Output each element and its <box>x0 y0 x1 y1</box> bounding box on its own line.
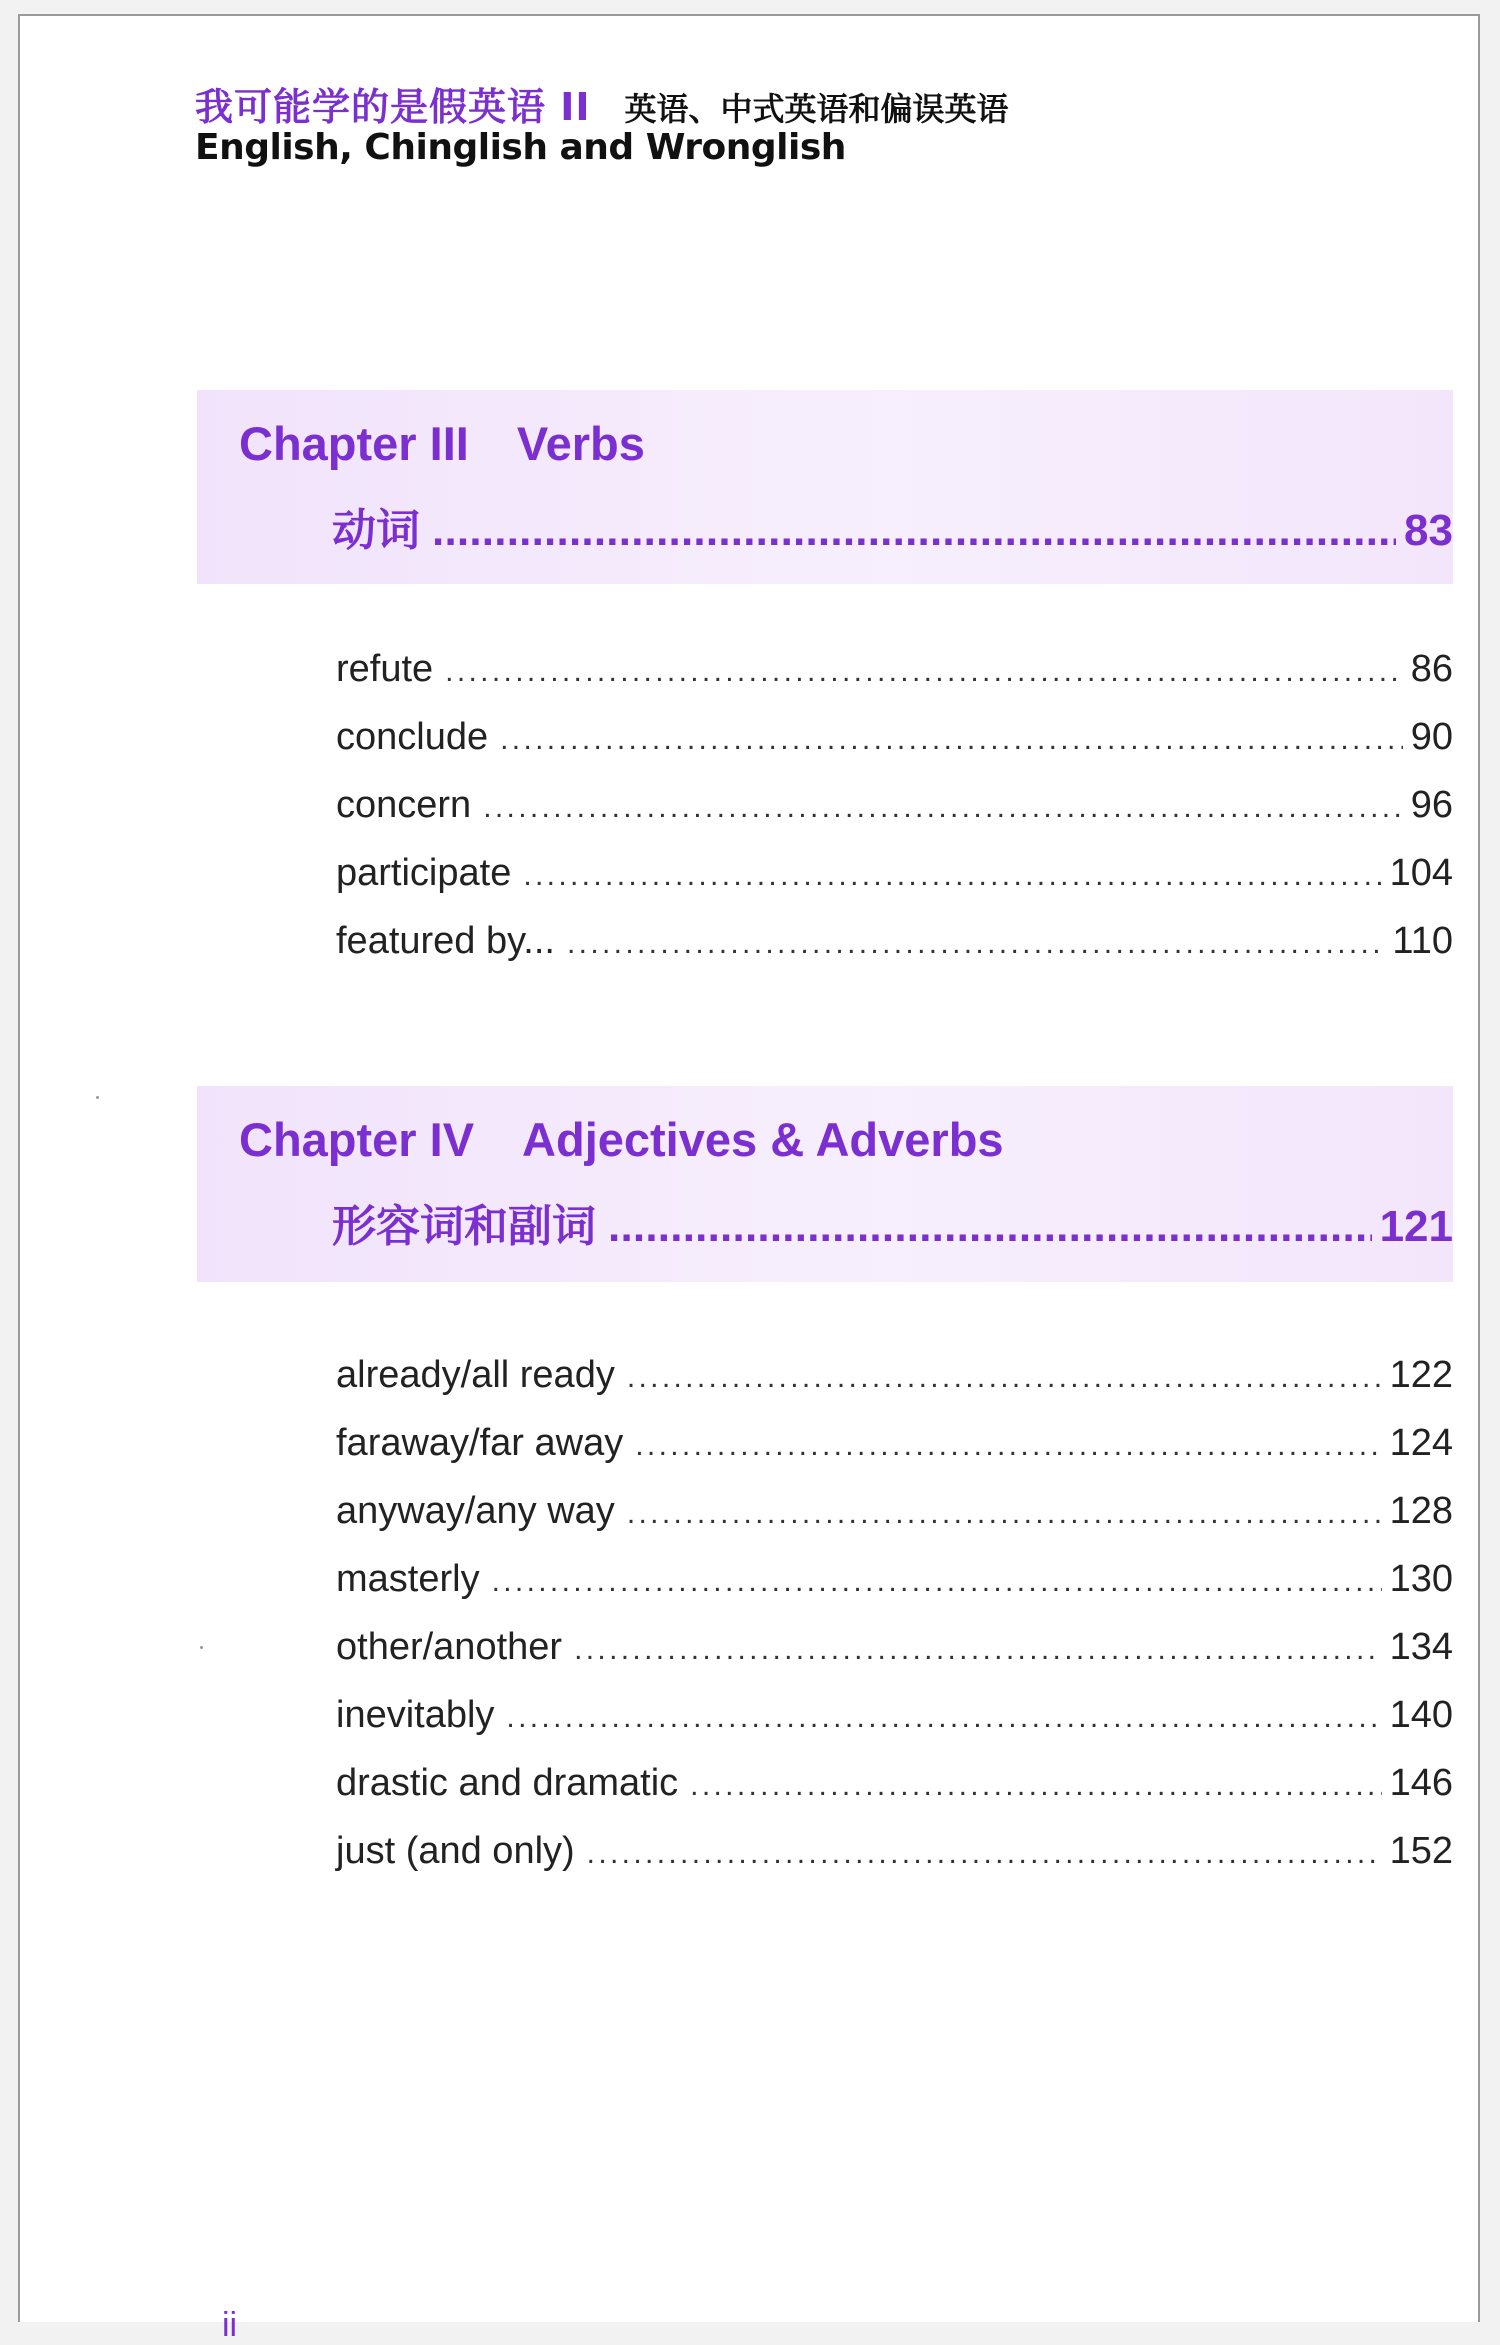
running-head-line-cn <box>195 85 1009 129</box>
toc-entry[interactable] <box>336 1830 1453 1898</box>
entry-term: faraway/far away <box>336 1422 624 1464</box>
toc-entry[interactable] <box>336 1422 1453 1490</box>
entry-page-number: 130 <box>1389 1558 1453 1600</box>
dot-leader <box>574 1633 1382 1667</box>
entry-term: masterly <box>336 1558 480 1600</box>
running-head <box>195 85 1009 168</box>
entry-term: refute <box>336 648 434 690</box>
entry-term: participate <box>336 852 512 894</box>
book-title-en: English, Chinglish and Wronglish <box>195 127 846 168</box>
dot-leader <box>500 723 1403 757</box>
dot-leader <box>635 1429 1381 1463</box>
toc-entry[interactable] <box>336 784 1453 852</box>
toc-entry[interactable] <box>336 1490 1453 1558</box>
toc-entry[interactable] <box>336 1626 1453 1694</box>
book-title-cn: 我可能学的是假英语 II <box>195 85 591 129</box>
dot-leader <box>483 791 1403 825</box>
dot-leader <box>523 859 1381 893</box>
entry-page-number: 90 <box>1410 716 1453 758</box>
chapter-page-number: 121 <box>1379 1202 1453 1251</box>
dot-leader <box>492 1565 1382 1599</box>
entry-term: concern <box>336 784 472 826</box>
entry-page-number: 110 <box>1392 920 1453 962</box>
dot-leader <box>506 1701 1381 1735</box>
chapter-page-number: 83 <box>1404 506 1453 555</box>
entry-page-number: 146 <box>1389 1762 1453 1804</box>
toc-entry[interactable] <box>336 648 1453 716</box>
chapter-heading <box>239 416 645 471</box>
entry-page-number: 152 <box>1389 1830 1453 1872</box>
chapter-toc-line[interactable] <box>332 494 1453 558</box>
dot-leader <box>567 927 1384 961</box>
chapter-band-3 <box>197 390 1453 584</box>
entry-page-number: 134 <box>1389 1626 1453 1668</box>
toc-entry[interactable] <box>336 852 1453 920</box>
book-page <box>18 14 1480 2344</box>
toc-entry[interactable] <box>336 1558 1453 1626</box>
entry-page-number: 124 <box>1389 1422 1453 1464</box>
chapter-title-cn: 动词 <box>332 505 420 556</box>
scan-speck <box>200 1646 203 1649</box>
chapter-number: Chapter III <box>239 417 469 470</box>
entry-page-number: 122 <box>1389 1354 1453 1396</box>
dot-leader <box>587 1837 1382 1871</box>
entry-term: other/another <box>336 1626 563 1668</box>
entry-page-number: 104 <box>1389 852 1453 894</box>
dot-leader <box>432 506 1396 556</box>
entry-term: drastic and dramatic <box>336 1762 679 1804</box>
book-subtitle-cn: 英语、中式英语和偏误英语 <box>624 90 1009 128</box>
entry-term: just (and only) <box>336 1830 575 1872</box>
chapter-title-cn: 形容词和副词 <box>332 1201 596 1252</box>
chapter-toc-line[interactable] <box>332 1190 1453 1254</box>
toc-entry[interactable] <box>336 716 1453 784</box>
toc-entry[interactable] <box>336 1762 1453 1830</box>
chapter-3-entries <box>336 648 1453 988</box>
toc-entry[interactable] <box>336 1354 1453 1422</box>
dot-leader <box>608 1202 1372 1252</box>
entry-term: inevitably <box>336 1694 495 1736</box>
entry-page-number: 128 <box>1389 1490 1453 1532</box>
entry-page-number: 96 <box>1410 784 1453 826</box>
entry-term: already/all ready <box>336 1354 615 1396</box>
entry-page-number: 86 <box>1410 648 1453 690</box>
dot-leader <box>690 1769 1381 1803</box>
toc-entry[interactable] <box>336 1694 1453 1762</box>
entry-page-number: 140 <box>1389 1694 1453 1736</box>
scan-speck <box>96 1096 99 1099</box>
chapter-4-entries <box>336 1354 1453 1898</box>
chapter-title: Verbs <box>516 417 645 470</box>
chapter-title: Adjectives & Adverbs <box>522 1113 1004 1166</box>
entry-term: anyway/any way <box>336 1490 615 1532</box>
dot-leader <box>627 1361 1382 1395</box>
chapter-number: Chapter IV <box>239 1113 475 1166</box>
chapter-heading <box>239 1112 1004 1167</box>
entry-term: featured by... <box>336 920 555 962</box>
page-folio: ii <box>222 2306 238 2344</box>
toc-entry[interactable] <box>336 920 1453 988</box>
entry-term: conclude <box>336 716 489 758</box>
dot-leader <box>627 1497 1382 1531</box>
chapter-band-4 <box>197 1086 1453 1282</box>
dot-leader <box>445 655 1403 689</box>
